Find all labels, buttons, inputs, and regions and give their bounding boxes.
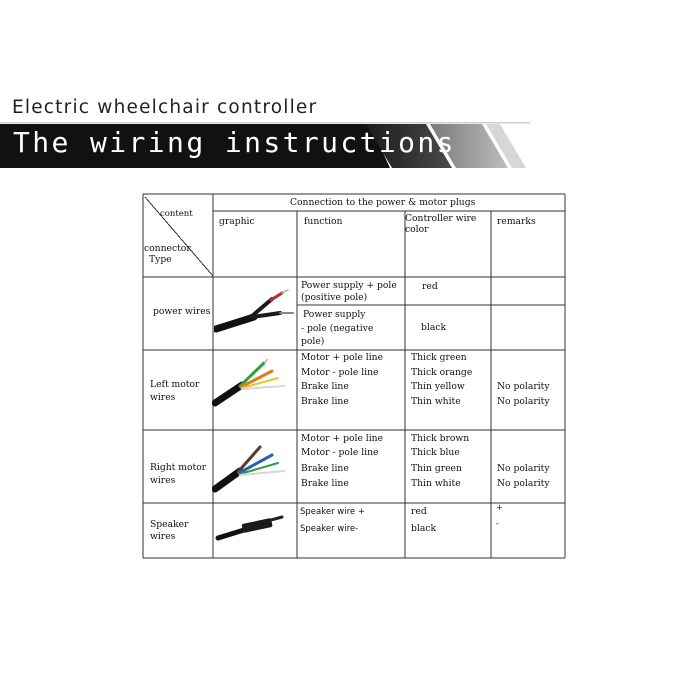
left-row1-color: Thick green <box>411 352 467 363</box>
right-row1-function: Motor + pole line <box>301 433 384 444</box>
left-row3-remarks: No polarity <box>497 381 550 392</box>
left-row2-function: Motor - pole line <box>301 367 379 378</box>
right-row3-remarks: No polarity <box>497 463 550 474</box>
power-plus-function-2: (positive pole) <box>301 292 368 303</box>
type-left-motor-2: wires <box>150 392 176 403</box>
header-graphic: graphic <box>219 216 255 227</box>
left-row1-function: Motor + pole line <box>301 352 384 363</box>
right-row4-remarks: No polarity <box>497 478 550 489</box>
speaker-cable-icon <box>214 508 296 544</box>
right-row4-function: Brake line <box>301 478 349 489</box>
header-remarks: remarks <box>497 216 536 227</box>
left-row3-function: Brake line <box>301 381 349 392</box>
left-row4-remarks: No polarity <box>497 396 550 407</box>
header-color: Controller wire <box>405 213 477 224</box>
left-row3-color: Thin yellow <box>411 381 465 392</box>
power-plus-color: red <box>422 281 438 292</box>
right-row3-color: Thin green <box>411 463 462 474</box>
document-subtitle: Electric wheelchair controller <box>12 97 318 118</box>
speaker-row2-function: Speaker wire- <box>300 524 359 534</box>
power-minus-color: black <box>421 322 447 333</box>
right-row2-color: Thick blue <box>411 447 460 458</box>
header-connection: Connection to the power & motor plugs <box>290 197 476 208</box>
left-row4-function: Brake line <box>301 396 349 407</box>
header-function: function <box>304 216 343 227</box>
type-speaker-2: wires <box>150 531 176 542</box>
power-minus-function-3: pole) <box>301 336 325 347</box>
type-speaker: Speaker <box>150 519 189 530</box>
header-corner-content: content <box>160 209 193 219</box>
right-row4-color: Thin white <box>411 478 461 489</box>
header-corner-connector: connector <box>144 243 191 254</box>
speaker-row2-remarks: - <box>496 519 499 528</box>
speaker-row2-color: black <box>411 523 437 534</box>
speaker-row1-remarks: + <box>496 503 503 512</box>
right-row3-function: Brake line <box>301 463 349 474</box>
left-motor-cable-icon <box>212 353 296 409</box>
right-motor-cable-icon <box>212 435 296 495</box>
power-cable-icon <box>214 285 296 335</box>
right-row1-color: Thick brown <box>411 433 470 444</box>
speaker-row1-function: Speaker wire + <box>300 507 365 517</box>
left-row2-color: Thick orange <box>411 367 473 378</box>
power-minus-function-2: - pole (negative <box>301 323 374 334</box>
right-row2-function: Motor - pole line <box>301 447 379 458</box>
header-color-2: color <box>405 224 429 235</box>
power-minus-function: Power supply <box>303 309 366 320</box>
type-right-motor: Right motor <box>150 462 207 473</box>
banner-title: The wiring instructions <box>13 126 456 159</box>
power-plus-function: Power supply + pole <box>301 280 397 291</box>
type-right-motor-2: wires <box>150 475 176 486</box>
left-row4-color: Thin white <box>411 396 461 407</box>
header-corner-type: Type <box>149 254 172 265</box>
type-power-wires: power wires <box>153 306 211 317</box>
speaker-row1-color: red <box>411 506 427 517</box>
type-left-motor: Left motor <box>150 379 200 390</box>
